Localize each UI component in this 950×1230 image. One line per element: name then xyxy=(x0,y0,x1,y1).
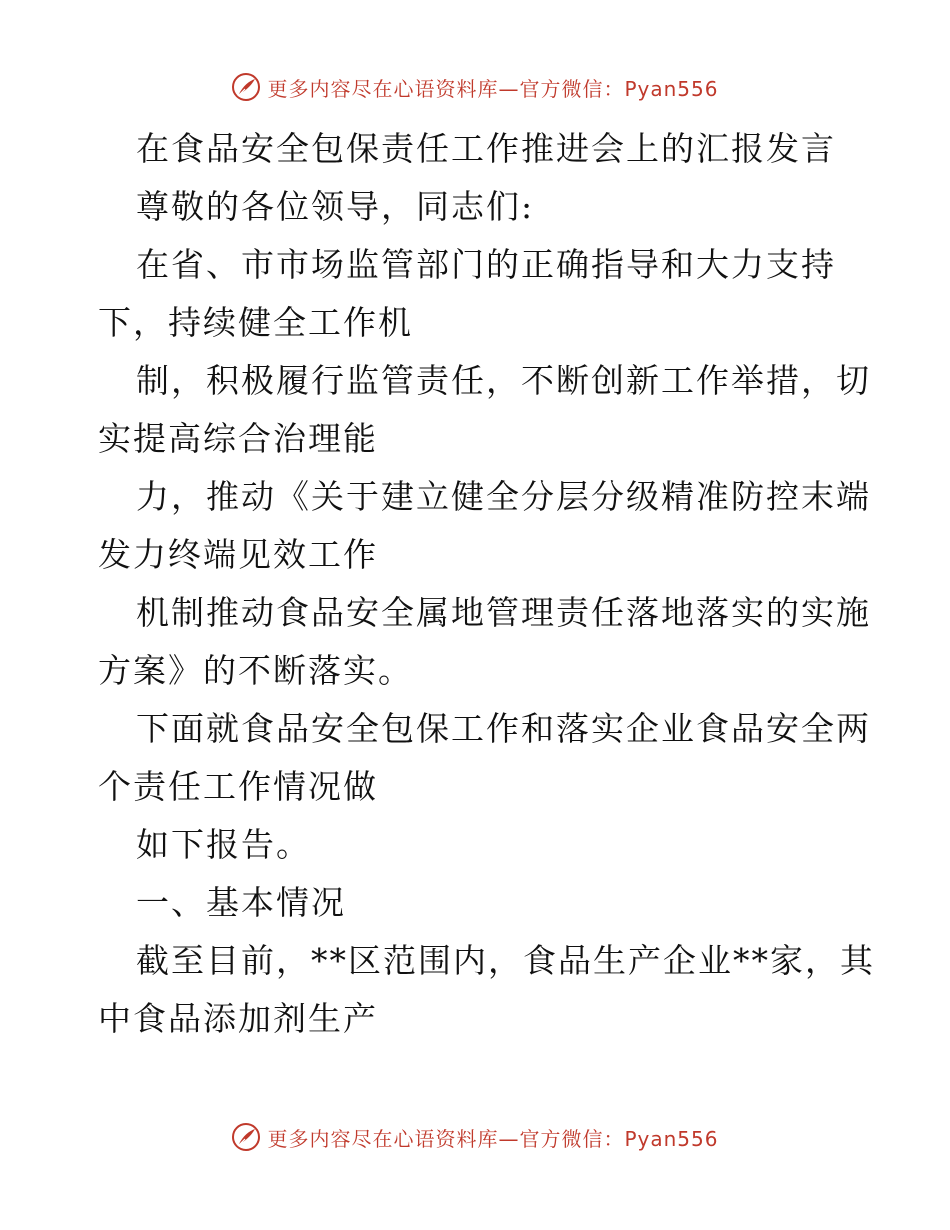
paragraph-line: 制，积极履行监管责任，不断创新工作举措，切 xyxy=(136,361,871,400)
salutation: 尊敬的各位领导，同志们: xyxy=(136,187,535,226)
paragraph-line: 中食品添加剂生产 xyxy=(98,999,378,1038)
paragraph-line: 下面就食品安全包保工作和落实企业食品安全两 xyxy=(136,709,871,748)
paragraph-line: 截至目前，**区范围内，食品生产企业**家，其 xyxy=(136,941,875,980)
watermark-text: 更多内容尽在心语资料库—官方微信：Pyan556 xyxy=(267,76,719,101)
paragraph-line: 如下报告。 xyxy=(136,825,311,864)
paragraph-line: 方案》的不断落实。 xyxy=(98,651,413,690)
feather-pen-logo-icon xyxy=(231,72,261,102)
paragraph-line: 机制推动食品安全属地管理责任落地落实的实施 xyxy=(136,593,871,632)
header-watermark xyxy=(0,72,950,102)
footer-watermark xyxy=(0,1122,950,1152)
document-title: 在食品安全包保责任工作推进会上的汇报发言 xyxy=(136,129,836,168)
watermark-text: 更多内容尽在心语资料库—官方微信：Pyan556 xyxy=(267,1126,719,1151)
feather-pen-logo-icon xyxy=(231,1122,261,1152)
paragraph-line: 实提高综合治理能 xyxy=(98,419,378,458)
paragraph-line: 下，持续健全工作机 xyxy=(98,303,413,342)
document-body xyxy=(98,120,875,1048)
paragraph-line: 在省、市市场监管部门的正确指导和大力支持 xyxy=(136,245,836,284)
paragraph-line: 发力终端见效工作 xyxy=(98,535,378,574)
paragraph-line: 个责任工作情况做 xyxy=(98,767,378,806)
paragraph-line: 力，推动《关于建立健全分层分级精准防控末端 xyxy=(136,477,871,516)
section-heading: 一、基本情况 xyxy=(136,883,346,922)
